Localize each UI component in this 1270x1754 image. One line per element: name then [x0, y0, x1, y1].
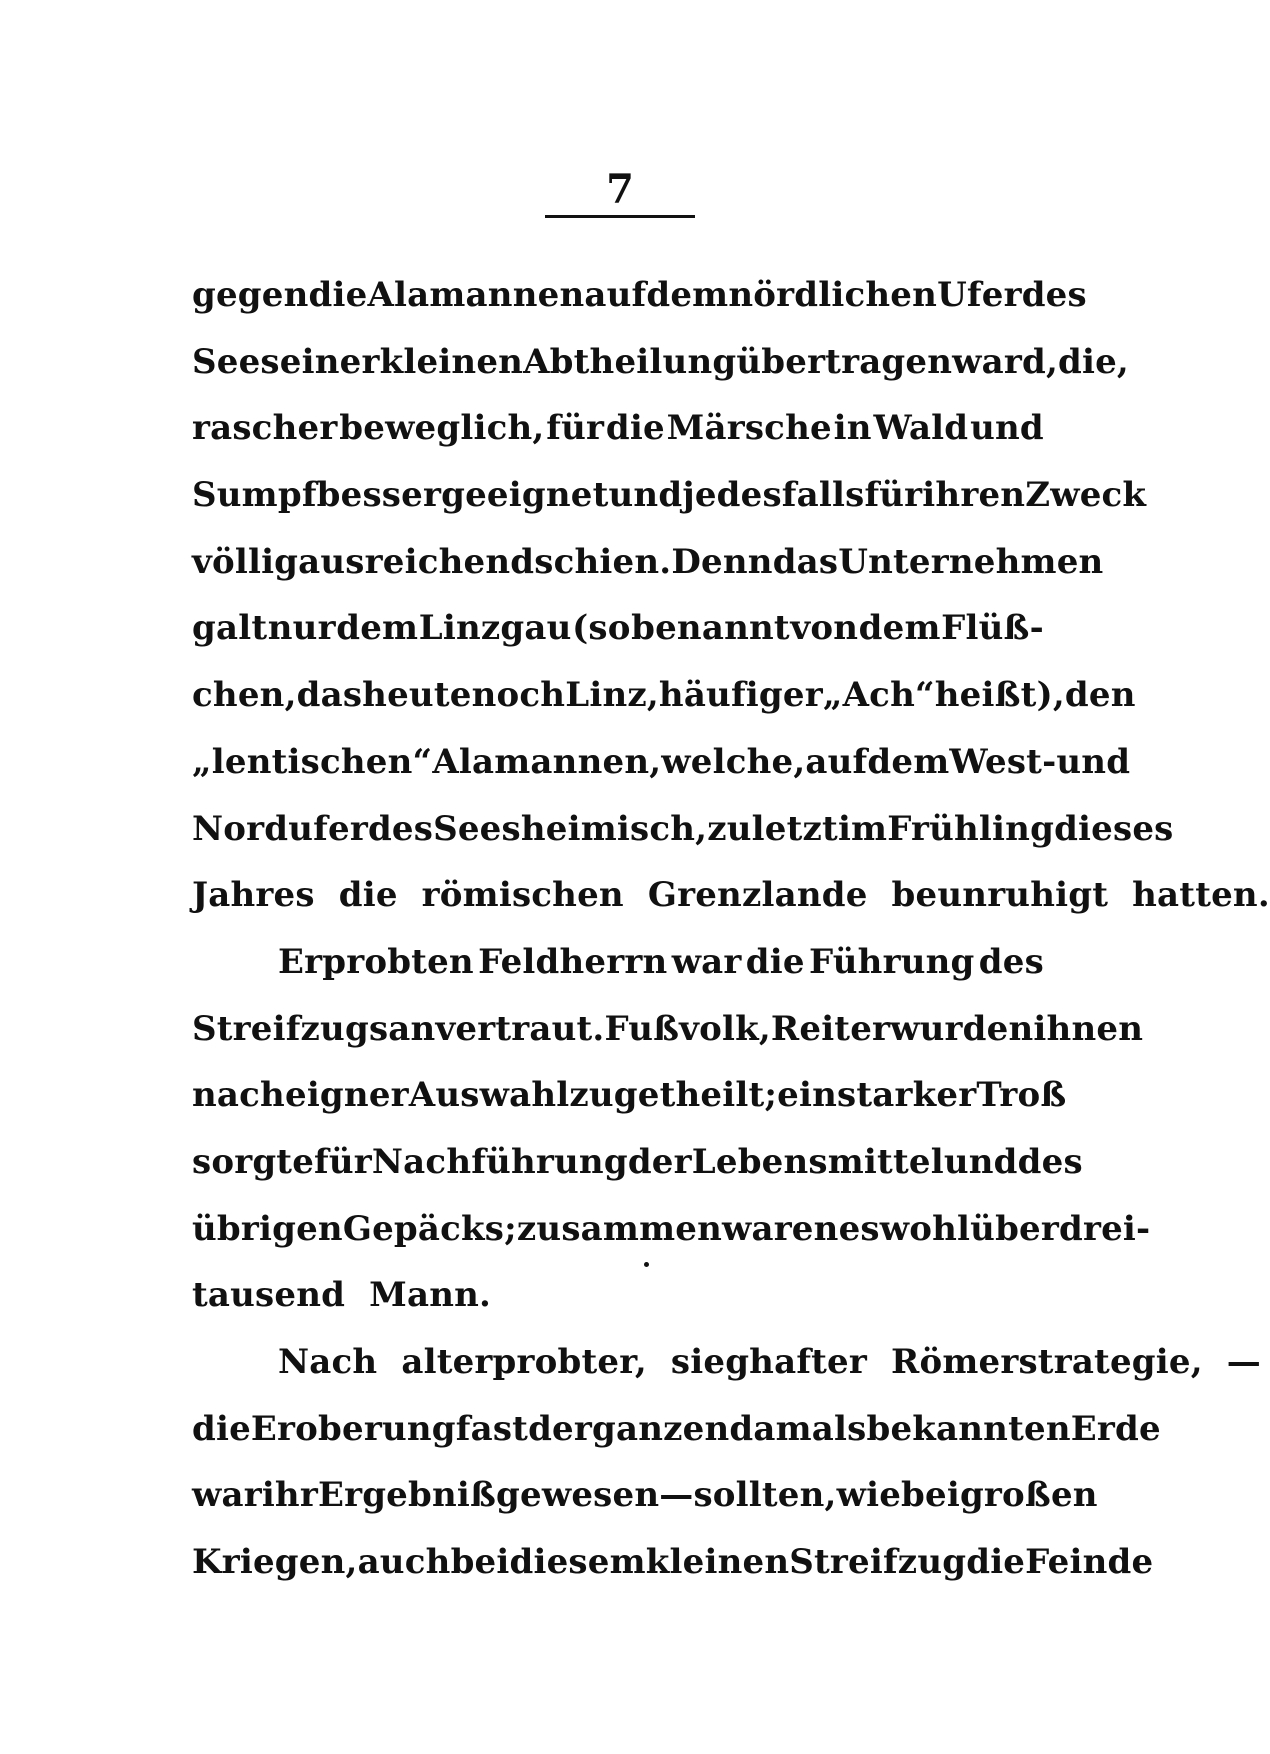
word: Wald	[873, 408, 969, 449]
word: das	[772, 541, 839, 582]
word: starker	[837, 1075, 977, 1116]
word: und	[608, 475, 683, 516]
text-line	[192, 929, 1044, 996]
word: chen,	[192, 675, 297, 716]
word: Sees	[192, 341, 280, 382]
word: einer	[279, 341, 380, 382]
word: ausreichend	[298, 541, 535, 582]
word: es	[838, 1208, 880, 1249]
word: des	[1021, 275, 1087, 315]
word: alterprobter,	[401, 1342, 647, 1382]
word: ihr	[261, 1475, 318, 1516]
text-line	[192, 996, 1144, 1063]
word: der	[627, 1141, 692, 1182]
word: auf	[584, 275, 647, 315]
word: sieghafter	[670, 1342, 867, 1382]
word: Römerstrategie,	[891, 1342, 1203, 1382]
word: fast	[455, 1408, 529, 1449]
word: ein	[777, 1075, 838, 1116]
word: Mann.	[369, 1275, 492, 1316]
text-line	[192, 1129, 1083, 1196]
word: wohl	[879, 1208, 971, 1249]
word: Grenzlande	[647, 875, 868, 916]
word: nördlichen	[728, 275, 938, 315]
word: Eroberung	[250, 1408, 456, 1449]
word: Zweck	[1025, 475, 1147, 516]
word: häufiger	[658, 675, 823, 716]
word: bekannten	[866, 1408, 1071, 1449]
word: anvertraut.	[388, 1008, 605, 1049]
text-line	[192, 662, 1136, 729]
word: dem	[646, 275, 729, 315]
word: Erprobten	[278, 941, 474, 982]
word: zuletzt	[707, 808, 838, 849]
word: Flüß-	[941, 608, 1044, 649]
word: des	[978, 941, 1044, 982]
text-line	[192, 1262, 1044, 1329]
word: Jahres	[192, 875, 315, 916]
word: im	[837, 808, 888, 849]
header-rule	[545, 215, 695, 218]
word: Feinde	[1025, 1542, 1154, 1583]
word: Sumpf	[192, 475, 317, 516]
word: von	[790, 608, 859, 649]
word: in	[833, 408, 872, 449]
word: waren	[722, 1208, 839, 1249]
word: Ergebniß	[317, 1475, 497, 1516]
word: die	[192, 1408, 251, 1449]
text-line	[192, 329, 1129, 396]
word: West-	[949, 741, 1057, 782]
word: wie	[836, 1475, 902, 1516]
word: hatten.	[1132, 875, 1270, 916]
word: völlig	[192, 541, 299, 582]
word: damals	[729, 1408, 867, 1449]
word: nach	[192, 1075, 285, 1116]
text-line	[192, 1196, 1151, 1263]
word: für	[546, 408, 605, 449]
text-line	[192, 595, 1044, 662]
text-line	[192, 729, 1131, 796]
word: dieses	[1054, 808, 1174, 849]
word: Nachführung	[371, 1141, 628, 1182]
word: das	[296, 675, 363, 716]
word: und	[943, 1141, 1018, 1182]
word: Nach	[278, 1342, 378, 1382]
word: und	[970, 408, 1044, 449]
word: über	[970, 1208, 1059, 1249]
word: benannt	[631, 608, 790, 649]
word: welche,	[661, 741, 806, 782]
word: wurden	[890, 1008, 1034, 1049]
word: kleinen	[379, 341, 524, 382]
word: Auswahl	[408, 1075, 570, 1116]
word: Streifzug	[789, 1542, 967, 1583]
word: sorgte	[192, 1141, 315, 1182]
text-line	[192, 395, 1044, 462]
word: jedesfalls	[682, 475, 865, 516]
word: eigner	[284, 1075, 409, 1116]
word: übertragen	[736, 341, 953, 382]
word: geeignet	[441, 475, 609, 516]
word: übrigen	[192, 1208, 343, 1249]
word: Streifzugs	[192, 1008, 389, 1049]
word: galt	[192, 608, 268, 649]
word: ward,	[952, 341, 1058, 382]
word: Frühling	[887, 808, 1055, 849]
word: dem	[336, 608, 419, 649]
word: noch	[471, 675, 566, 716]
word: die	[745, 941, 805, 982]
word: beweglich,	[339, 408, 545, 449]
word: diesem	[509, 1542, 646, 1583]
print-speck	[644, 1262, 649, 1267]
word: schien.	[534, 541, 672, 582]
word: war	[192, 1475, 262, 1516]
word: Linzgau	[418, 608, 572, 649]
word: Alamannen	[367, 275, 585, 315]
word: dem	[867, 741, 950, 782]
word: Reiter	[770, 1008, 891, 1049]
word: Linz,	[565, 675, 659, 716]
word: Alamannen,	[432, 741, 662, 782]
word: heißt),	[934, 675, 1065, 716]
word: —	[1226, 1342, 1261, 1382]
body-text	[192, 262, 1270, 1596]
text-line	[192, 1329, 1261, 1396]
word: Fußvolk,	[604, 1008, 771, 1049]
word: dem	[858, 608, 941, 649]
word: großen	[959, 1475, 1098, 1516]
word: die	[966, 1542, 1026, 1583]
word: die	[308, 275, 368, 315]
word: die	[605, 408, 665, 449]
word: der	[528, 1408, 592, 1449]
text-line	[192, 862, 1270, 929]
word: „lentischen“	[192, 741, 433, 782]
word: für	[864, 475, 923, 516]
word: auch	[357, 1542, 451, 1583]
word: gegen	[192, 275, 309, 315]
word: (so	[572, 608, 631, 649]
word: Troß	[976, 1075, 1067, 1116]
word: ganzen	[592, 1408, 730, 1449]
word: die	[338, 875, 398, 916]
word: kleinen	[645, 1542, 790, 1583]
word: Unternehmen	[838, 541, 1104, 582]
word: beunruhigt	[891, 875, 1109, 916]
word: bei	[901, 1475, 960, 1516]
word: Führung	[809, 941, 975, 982]
word: ihren	[922, 475, 1026, 516]
word: römischen	[421, 875, 624, 916]
text-line	[192, 1062, 1067, 1129]
text-line	[192, 1462, 1098, 1529]
text-line	[192, 1529, 1154, 1596]
word: zugetheilt;	[569, 1075, 778, 1116]
word: und	[1056, 741, 1131, 782]
text-line	[192, 1396, 1161, 1463]
word: Abtheilung	[523, 341, 737, 382]
word: Sees	[433, 808, 521, 849]
word: Nordufer	[192, 808, 368, 849]
word: sollten,	[693, 1475, 837, 1516]
word: heimisch,	[520, 808, 708, 849]
word: nur	[267, 608, 336, 649]
word: für	[314, 1141, 372, 1182]
word: war	[671, 941, 742, 982]
word: gewesen	[496, 1475, 660, 1516]
word: des	[367, 808, 434, 849]
word: Gepäcks;	[342, 1208, 517, 1249]
word: „Ach“	[822, 675, 935, 716]
word: Lebensmittel	[691, 1141, 944, 1182]
word: Feldherrn	[478, 941, 668, 982]
word: bei	[450, 1542, 510, 1583]
text-line	[192, 462, 1147, 529]
word: Ufer	[937, 275, 1022, 315]
text-line	[192, 529, 1104, 596]
word: drei-	[1059, 1208, 1151, 1249]
word: heute	[362, 675, 472, 716]
text-line	[192, 262, 1087, 329]
word: Erde	[1070, 1408, 1161, 1449]
word: des	[1017, 1141, 1083, 1182]
word: Denn	[671, 541, 773, 582]
text-line	[192, 796, 1174, 863]
word: besser	[316, 475, 442, 516]
word: Märsche	[666, 408, 832, 449]
word: Kriegen,	[192, 1542, 358, 1583]
word: den	[1064, 675, 1136, 716]
word: auf	[805, 741, 868, 782]
word: die,	[1057, 341, 1129, 382]
word: —	[659, 1475, 694, 1516]
word: tausend	[192, 1275, 346, 1316]
word: ihnen	[1033, 1008, 1144, 1049]
page-number: 7	[606, 166, 634, 213]
word: zusammen	[516, 1208, 722, 1249]
word: rascher	[192, 408, 338, 449]
